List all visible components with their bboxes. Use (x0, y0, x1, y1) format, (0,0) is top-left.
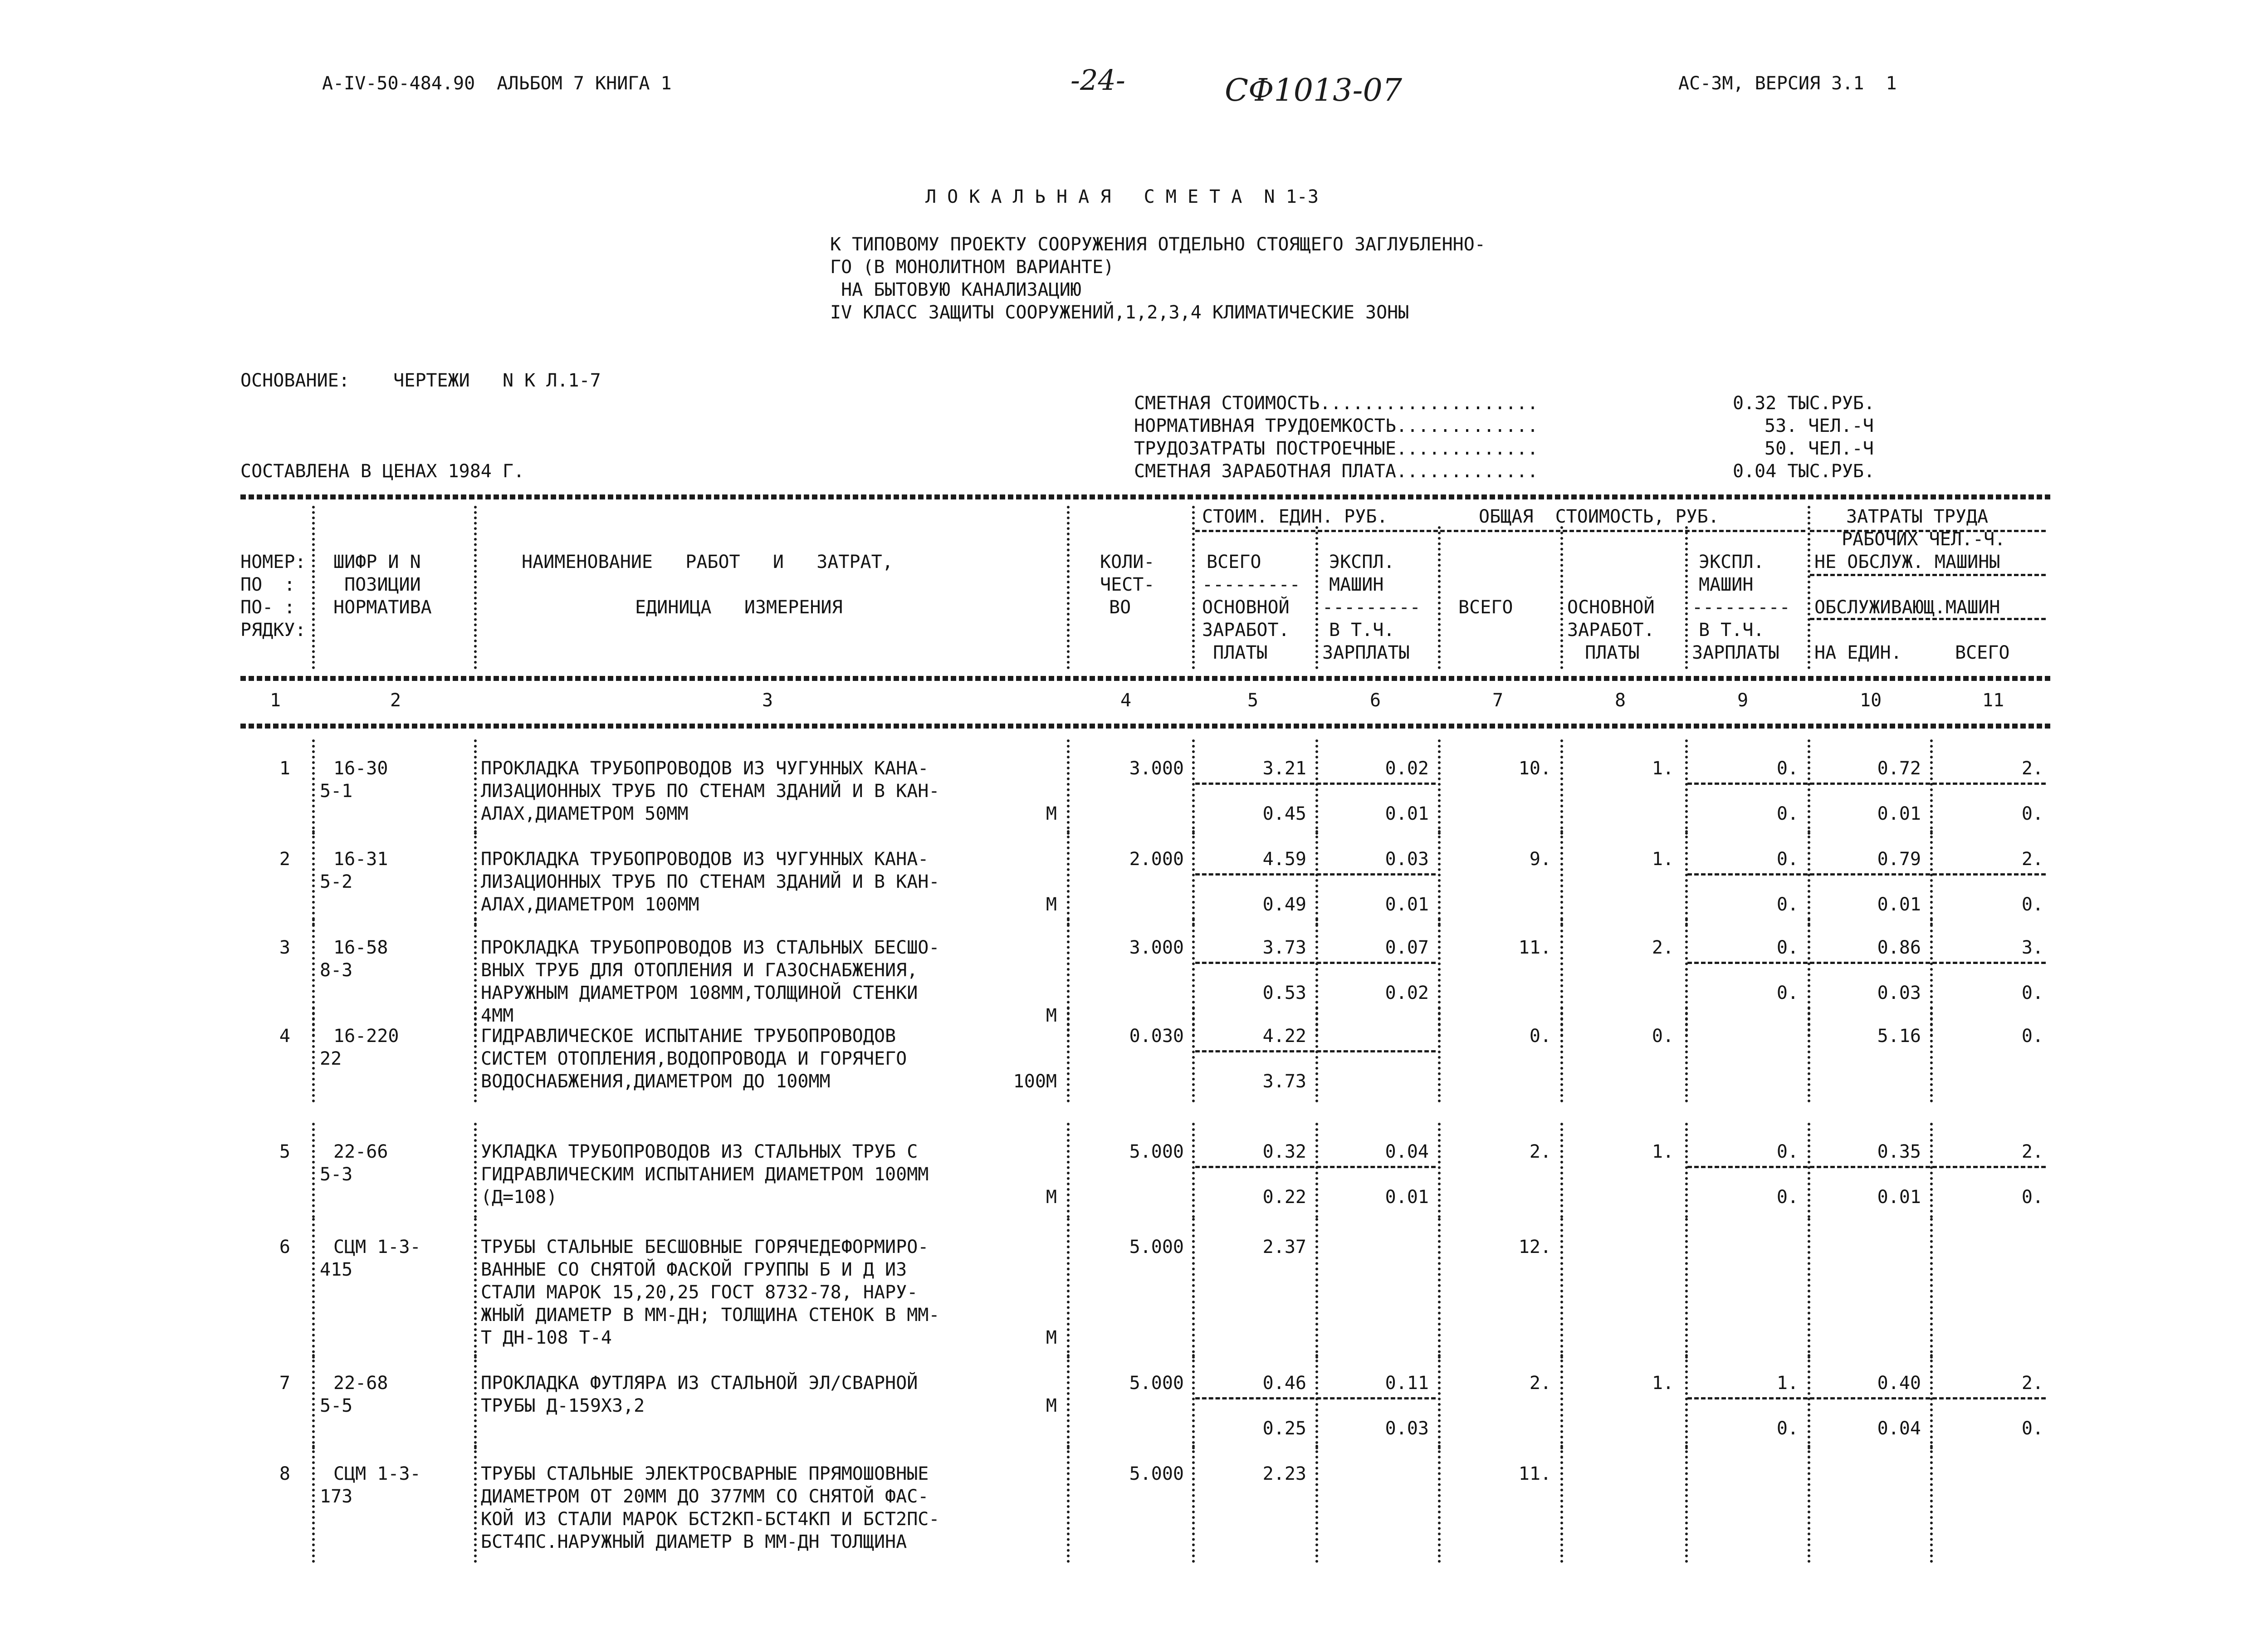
header-subrule (1195, 530, 1805, 532)
header-group: ЗАТРАТЫ ТРУДА (1846, 506, 1989, 527)
labor-machine-total: 0. (2021, 1418, 2043, 1439)
column-separator (1315, 1123, 1318, 1218)
column-separator (312, 506, 315, 669)
column-numbers-rule (240, 726, 2050, 729)
column-separator (1067, 1123, 1070, 1218)
unit-of-measure: М (1046, 1187, 1057, 1208)
column-number: 8 (1615, 690, 1626, 711)
column-separator (1067, 1007, 1070, 1102)
labor-machine-per-unit: 0.03 (1877, 983, 1921, 1003)
column-separator (1067, 1445, 1070, 1563)
labor-total: 2. (2021, 1373, 2043, 1394)
header-col3: ЕДИНИЦА ИЗМЕРЕНИЯ (635, 597, 843, 618)
column-separator (1315, 739, 1318, 835)
labor-total: 2. (2021, 1141, 2043, 1162)
summary-value: 0.04 ТЫС.РУБ. (1733, 461, 1875, 482)
labor-total: 2. (2021, 758, 2043, 779)
header-col6: --------- (1322, 597, 1421, 618)
software-version: АС-3М, ВЕРСИЯ 3.1 1 (1678, 73, 1897, 94)
work-name: ТРУБЫ СТАЛЬНЫЕ ЭЛЕКТРОСВАРНЫЕ ПРЯМОШОВНЫЕ (481, 1463, 929, 1484)
column-separator (1438, 1354, 1441, 1449)
column-separator (1067, 830, 1070, 925)
header-col5: ЗАРАБОТ. (1202, 620, 1290, 641)
doc-reference: А-IV-50-484.90 АЛЬБОМ 7 КНИГА 1 (322, 73, 672, 94)
labor-machine-total: 0. (2021, 803, 2043, 824)
total-cost: 11. (1518, 937, 1551, 958)
cell-subrule (1687, 873, 2046, 876)
work-name: ВОДОСНАБЖЕНИЯ,ДИАМЕТРОМ ДО 100ММ (481, 1071, 831, 1092)
work-name: (Д=108) (481, 1187, 557, 1208)
cell-subrule (1195, 1050, 1436, 1052)
header-col4: ВО (1109, 597, 1131, 618)
column-separator (1560, 739, 1563, 835)
column-separator (312, 1007, 315, 1102)
column-separator (1067, 739, 1070, 835)
column-separator (1438, 830, 1441, 925)
header-group: СТОИМ. ЕДИН. РУБ. (1202, 506, 1388, 527)
unit-cost-total: 4.59 (1262, 849, 1306, 870)
work-name: СТАЛИ МАРОК 15,20,25 ГОСТ 8732-78, НАРУ- (481, 1282, 918, 1303)
column-separator (312, 1218, 315, 1359)
header-col8: ПЛАТЫ (1574, 642, 1640, 663)
row-number: 6 (279, 1237, 290, 1257)
header-col1: ПО : (240, 574, 295, 595)
header-col7: ВСЕГО (1458, 597, 1513, 618)
column-number: 5 (1247, 690, 1259, 711)
labor-per-unit: 0.79 (1877, 849, 1921, 870)
total-cost: 10. (1518, 758, 1551, 779)
quantity-value: 3.000 (1129, 937, 1184, 958)
column-separator (1930, 739, 1933, 835)
column-number: 2 (390, 690, 401, 711)
column-separator (1685, 739, 1688, 835)
column-separator (1315, 1218, 1318, 1359)
unit-of-measure: 100М (1013, 1071, 1057, 1092)
header-group: ОБЩАЯ СТОИМОСТЬ, РУБ. (1479, 506, 1719, 527)
total-machines: 0. (1776, 849, 1799, 870)
column-number: 7 (1492, 690, 1504, 711)
column-number: 4 (1120, 690, 1132, 711)
cipher-code: 16-220 (333, 1026, 399, 1047)
column-separator (1560, 1007, 1563, 1102)
labor-machine-total: 0. (2021, 983, 2043, 1003)
total-wages: 0. (1652, 1026, 1674, 1047)
header-bottom-rule (240, 678, 2050, 681)
unit-of-measure: М (1046, 1005, 1057, 1026)
column-number: 11 (1982, 690, 2004, 711)
row-number: 2 (279, 849, 290, 870)
header-group: РАБОЧИХ ЧЕЛ.-Ч. (1842, 529, 2006, 550)
column-separator (1685, 1445, 1688, 1563)
labor-total: 3. (2021, 937, 2043, 958)
header-col6: ЗАРПЛАТЫ (1322, 642, 1410, 663)
total-machines: 0. (1776, 937, 1799, 958)
header-col9: МАШИН (1699, 574, 1754, 595)
total-cost: 2. (1529, 1141, 1551, 1162)
unit-cost-machines: 0.11 (1385, 1373, 1429, 1394)
unit-machine-wages: 0.02 (1385, 983, 1429, 1003)
unit-machine-wages: 0.03 (1385, 1418, 1429, 1439)
header-col1: РЯДКУ: (240, 620, 306, 641)
unit-cost-wages: 3.73 (1262, 1071, 1306, 1092)
header-col5: ПЛАТЫ (1202, 642, 1268, 663)
cell-subrule (1687, 783, 2046, 785)
summary-label: СМЕТНАЯ ЗАРАБОТНАЯ ПЛАТА............. (1134, 461, 1539, 482)
column-separator (1438, 1218, 1441, 1359)
header-col4: ЧЕСТ- (1100, 574, 1155, 595)
unit-cost-total: 4.22 (1262, 1026, 1306, 1047)
cipher-code: 16-30 (333, 758, 388, 779)
total-wages: 1. (1652, 1141, 1674, 1162)
column-separator (1808, 1445, 1810, 1563)
column-separator (312, 1445, 315, 1563)
column-separator (1438, 1007, 1441, 1102)
column-separator (1930, 1007, 1933, 1102)
header-col8: ЗАРАБОТ. (1567, 620, 1655, 641)
column-separator (1685, 1218, 1688, 1359)
column-number: 3 (762, 690, 773, 711)
handwritten-code: СФ1013-07 (1225, 73, 1403, 108)
column-separator (1930, 1218, 1933, 1359)
unit-cost-machines: 0.07 (1385, 937, 1429, 958)
subtitle-line: IV КЛАСС ЗАЩИТЫ СООРУЖЕНИЙ,1,2,3,4 КЛИМАТИЧЕСКИЕ ЗОНЫ (830, 302, 1409, 323)
cipher-code: 8-3 (320, 960, 353, 981)
header-col9: --------- (1692, 597, 1790, 618)
column-separator (1808, 1354, 1810, 1449)
labor-total: 2. (2021, 849, 2043, 870)
header-col3: НАИМЕНОВАНИЕ РАБОТ И ЗАТРАТ, (522, 552, 893, 572)
cipher-code: СЦМ 1-3- (333, 1237, 421, 1257)
column-number: 10 (1860, 690, 1882, 711)
column-separator (1315, 1354, 1318, 1449)
column-separator (474, 506, 477, 669)
machine-wages: 0. (1776, 803, 1799, 824)
header-subrule (1810, 574, 2046, 576)
total-wages: 1. (1652, 849, 1674, 870)
column-separator (1930, 830, 1933, 925)
labor-per-unit: 0.35 (1877, 1141, 1921, 1162)
header-col10: НА ЕДИН. (1814, 642, 1902, 663)
labor-per-unit: 5.16 (1877, 1026, 1921, 1047)
column-separator (1067, 1218, 1070, 1359)
work-name: КОЙ ИЗ СТАЛИ МАРОК БСТ2КП-БСТ4КП И БСТ2ПС- (481, 1509, 940, 1530)
quantity-value: 0.030 (1129, 1026, 1184, 1047)
unit-cost-machines: 0.02 (1385, 758, 1429, 779)
header-col9: В Т.Ч. (1699, 620, 1765, 641)
column-separator (1685, 830, 1688, 925)
work-name: ЖНЫЙ ДИАМЕТР В ММ-ДН; ТОЛЩИНА СТЕНОК В ММ- (481, 1305, 940, 1326)
column-separator (1192, 506, 1195, 669)
cipher-code: 5-1 (320, 781, 353, 802)
work-name: УКЛАДКА ТРУБОПРОВОДОВ ИЗ СТАЛЬНЫХ ТРУБ С (481, 1141, 918, 1162)
labor-per-unit: 0.72 (1877, 758, 1921, 779)
header-col5: --------- (1202, 574, 1300, 595)
column-separator (1808, 1218, 1810, 1359)
summary-value: 0.32 ТЫС.РУБ. (1733, 393, 1875, 414)
labor-per-unit: 0.86 (1877, 937, 1921, 958)
column-separator (1560, 1445, 1563, 1563)
quantity-value: 5.000 (1129, 1373, 1184, 1394)
header-col5: ОСНОВНОЙ (1202, 597, 1290, 618)
column-separator (1315, 1007, 1318, 1102)
header-col9: ЭКСПЛ. (1699, 552, 1765, 572)
cipher-code: 16-58 (333, 937, 388, 958)
work-name: СИСТЕМ ОТОПЛЕНИЯ,ВОДОПРОВОДА И ГОРЯЧЕГО (481, 1048, 907, 1069)
column-separator (312, 1354, 315, 1449)
work-name: ПРОКЛАДКА ТРУБОПРОВОДОВ ИЗ ЧУГУННЫХ КАНА- (481, 758, 929, 779)
column-separator (474, 1123, 477, 1218)
work-name: НАРУЖНЫМ ДИАМЕТРОМ 108ММ,ТОЛЩИНОЙ СТЕНКИ (481, 983, 918, 1003)
column-separator (1560, 526, 1563, 669)
column-separator (1192, 830, 1195, 925)
row-number: 5 (279, 1141, 290, 1162)
column-separator (1560, 1354, 1563, 1449)
total-machines: 0. (1776, 758, 1799, 779)
column-separator (1808, 1123, 1810, 1218)
unit-cost-wages: 0.22 (1262, 1187, 1306, 1208)
total-machines: 1. (1776, 1373, 1799, 1394)
column-separator (1067, 1354, 1070, 1449)
row-number: 8 (279, 1463, 290, 1484)
work-name: ПРОКЛАДКА ТРУБОПРОВОДОВ ИЗ ЧУГУННЫХ КАНА- (481, 849, 929, 870)
header-col2: НОРМАТИВА (333, 597, 432, 618)
cipher-code: 16-31 (333, 849, 388, 870)
summary-label: НОРМАТИВНАЯ ТРУДОЕМКОСТЬ............. (1134, 416, 1539, 436)
column-separator (1438, 1123, 1441, 1218)
column-separator (1438, 739, 1441, 835)
work-name: ВАННЫЕ СО СНЯТОЙ ФАСКОЙ ГРУППЫ Б И Д ИЗ (481, 1259, 907, 1280)
quantity-value: 2.000 (1129, 849, 1184, 870)
quantity-value: 3.000 (1129, 758, 1184, 779)
subtitle-line: К ТИПОВОМУ ПРОЕКТУ СООРУЖЕНИЯ ОТДЕЛЬНО СТОЯЩЕГО ЗАГЛУБЛЕННО- (830, 234, 1486, 255)
cell-subrule (1195, 783, 1436, 785)
header-col10: НЕ ОБСЛУЖ. МАШИНЫ (1814, 552, 2000, 572)
labor-total: 0. (2021, 1026, 2043, 1047)
work-name: ГИДРАВЛИЧЕСКОЕ ИСПЫТАНИЕ ТРУБОПРОВОДОВ (481, 1026, 896, 1047)
cipher-code: 5-3 (320, 1164, 353, 1185)
header-col11: ВСЕГО (1955, 642, 2010, 663)
cipher-code: 173 (320, 1486, 353, 1507)
labor-machine-total: 0. (2021, 1187, 2043, 1208)
total-wages: 2. (1652, 937, 1674, 958)
header-col6: В Т.Ч. (1329, 620, 1395, 641)
header-col2: ПОЗИЦИИ (333, 574, 421, 595)
column-separator (1685, 1354, 1688, 1449)
column-separator (1192, 1445, 1195, 1563)
column-separator (1685, 1123, 1688, 1218)
summary-label: СМЕТНАЯ СТОИМОСТЬ.................... (1134, 393, 1539, 414)
unit-cost-total: 2.23 (1262, 1463, 1306, 1484)
column-separator (312, 739, 315, 835)
cipher-code: СЦМ 1-3- (333, 1463, 421, 1484)
cell-subrule (1195, 962, 1436, 964)
total-cost: 12. (1518, 1237, 1551, 1257)
basis-line: ОСНОВАНИЕ: ЧЕРТЕЖИ N К Л.1-7 (240, 370, 601, 391)
cell-subrule (1195, 873, 1436, 876)
work-name: 4ММ (481, 1005, 514, 1026)
prices-line: СОСТАВЛЕНА В ЦЕНАХ 1984 Г. (240, 461, 525, 482)
column-separator (1192, 739, 1195, 835)
work-name: АЛАХ,ДИАМЕТРОМ 100ММ (481, 894, 699, 915)
column-separator (1438, 526, 1441, 669)
subtitle-line: ГО (В МОНОЛИТНОМ ВАРИАНТЕ) (830, 257, 1114, 278)
cipher-code: 5-2 (320, 871, 353, 892)
summary-label: ТРУДОЗАТРАТЫ ПОСТРОЕЧНЫЕ............. (1134, 438, 1539, 459)
machine-wages: 0. (1776, 1418, 1799, 1439)
column-separator (1067, 506, 1070, 669)
quantity-value: 5.000 (1129, 1141, 1184, 1162)
column-separator (1315, 1445, 1318, 1563)
total-cost: 2. (1529, 1373, 1551, 1394)
header-col4: КОЛИ- (1100, 552, 1155, 572)
unit-cost-total: 3.73 (1262, 937, 1306, 958)
document-title: Л О К А Л Ь Н А Я С М Е Т А N 1-3 (925, 186, 1319, 207)
cell-subrule (1195, 1397, 1436, 1399)
cipher-code: 415 (320, 1259, 353, 1280)
header-col1: ПО- : (240, 597, 295, 618)
column-number: 9 (1737, 690, 1749, 711)
unit-cost-total: 0.32 (1262, 1141, 1306, 1162)
header-col6: ЭКСПЛ. (1329, 552, 1395, 572)
unit-cost-total: 2.37 (1262, 1237, 1306, 1257)
unit-cost-wages: 0.25 (1262, 1418, 1306, 1439)
table-top-rule (240, 497, 2050, 499)
column-separator (1930, 1445, 1933, 1563)
cell-subrule (1687, 1166, 2046, 1168)
unit-cost-machines: 0.04 (1385, 1141, 1429, 1162)
cipher-code: 22 (320, 1048, 342, 1069)
cipher-code: 5-5 (320, 1395, 353, 1416)
work-name: ВНЫХ ТРУБ ДЛЯ ОТОПЛЕНИЯ И ГАЗОСНАБЖЕНИЯ, (481, 960, 918, 981)
work-name: АЛАХ,ДИАМЕТРОМ 50ММ (481, 803, 689, 824)
quantity-value: 5.000 (1129, 1237, 1184, 1257)
column-separator (474, 1007, 477, 1102)
column-separator (312, 1123, 315, 1218)
cell-subrule (1195, 1166, 1436, 1168)
labor-machine-per-unit: 0.01 (1877, 803, 1921, 824)
unit-of-measure: М (1046, 1395, 1057, 1416)
unit-cost-wages: 0.49 (1262, 894, 1306, 915)
header-col10: ОБСЛУЖИВАЮЩ.МАШИН (1814, 597, 2000, 618)
column-separator (1808, 1007, 1810, 1102)
cipher-code: 22-66 (333, 1141, 388, 1162)
subtitle-line: НА БЫТОВУЮ КАНАЛИЗАЦИЮ (830, 279, 1081, 300)
summary-value: 50. ЧЕЛ.-Ч (1765, 438, 1874, 459)
machine-wages: 0. (1776, 1187, 1799, 1208)
header-col9: ЗАРПЛАТЫ (1692, 642, 1779, 663)
column-separator (1438, 1445, 1441, 1563)
work-name: ТРУБЫ Д-159Х3,2 (481, 1395, 645, 1416)
column-separator (1192, 1007, 1195, 1102)
column-separator (1560, 1218, 1563, 1359)
column-separator (1192, 1218, 1195, 1359)
header-col6: МАШИН (1329, 574, 1384, 595)
labor-machine-per-unit: 0.01 (1877, 1187, 1921, 1208)
total-cost: 0. (1529, 1026, 1551, 1047)
unit-machine-wages: 0.01 (1385, 803, 1429, 824)
column-separator (1685, 526, 1688, 669)
work-name: ЛИЗАЦИОННЫХ ТРУБ ПО СТЕНАМ ЗДАНИЙ И В КАН- (481, 781, 940, 802)
total-cost: 11. (1518, 1463, 1551, 1484)
work-name: ТРУБЫ СТАЛЬНЫЕ БЕСШОВНЫЕ ГОРЯЧЕДЕФОРМИРО- (481, 1237, 929, 1257)
column-separator (1315, 830, 1318, 925)
unit-cost-machines: 0.03 (1385, 849, 1429, 870)
cipher-code: 22-68 (333, 1373, 388, 1394)
row-number: 3 (279, 937, 290, 958)
work-name: ЛИЗАЦИОННЫХ ТРУБ ПО СТЕНАМ ЗДАНИЙ И В КАН- (481, 871, 940, 892)
header-col8: ОСНОВНОЙ (1567, 597, 1655, 618)
column-separator (1315, 526, 1318, 669)
unit-machine-wages: 0.01 (1385, 894, 1429, 915)
column-number: 1 (270, 690, 281, 711)
column-separator (474, 1354, 477, 1449)
column-separator (312, 830, 315, 925)
column-separator (1808, 830, 1810, 925)
column-separator (1192, 1354, 1195, 1449)
unit-cost-total: 0.46 (1262, 1373, 1306, 1394)
machine-wages: 0. (1776, 894, 1799, 915)
work-name: ДИАМЕТРОМ ОТ 20ММ ДО 377ММ СО СНЯТОЙ ФАС- (481, 1486, 929, 1507)
work-name: ГИДРАВЛИЧЕСКИМ ИСПЫТАНИЕМ ДИАМЕТРОМ 100ММ (481, 1164, 929, 1185)
unit-machine-wages: 0.01 (1385, 1187, 1429, 1208)
work-name: ПРОКЛАДКА ФУТЛЯРА ИЗ СТАЛЬНОЙ ЭЛ/СВАРНОЙ (481, 1373, 918, 1394)
column-separator (474, 1445, 477, 1563)
summary-value: 53. ЧЕЛ.-Ч (1765, 416, 1874, 436)
total-wages: 1. (1652, 1373, 1674, 1394)
column-separator (474, 1218, 477, 1359)
unit-of-measure: М (1046, 1327, 1057, 1348)
unit-cost-total: 3.21 (1262, 758, 1306, 779)
column-separator (1808, 739, 1810, 835)
column-separator (1930, 1354, 1933, 1449)
header-col1: НОМЕР: (240, 552, 306, 572)
row-number: 7 (279, 1373, 290, 1394)
cell-subrule (1687, 1397, 2046, 1399)
work-name: ПРОКЛАДКА ТРУБОПРОВОДОВ ИЗ СТАЛЬНЫХ БЕСШО- (481, 937, 940, 958)
unit-of-measure: М (1046, 803, 1057, 824)
labor-machine-per-unit: 0.04 (1877, 1418, 1921, 1439)
labor-per-unit: 0.40 (1877, 1373, 1921, 1394)
column-separator (474, 830, 477, 925)
column-separator (1560, 830, 1563, 925)
total-cost: 9. (1529, 849, 1551, 870)
labor-machine-total: 0. (2021, 894, 2043, 915)
page-number: -24- (1070, 64, 1125, 97)
labor-machine-per-unit: 0.01 (1877, 894, 1921, 915)
total-machines: 0. (1776, 1141, 1799, 1162)
column-separator (1192, 1123, 1195, 1218)
column-separator (1560, 1123, 1563, 1218)
unit-cost-wages: 0.53 (1262, 983, 1306, 1003)
header-col2: ШИФР И N (333, 552, 421, 572)
row-number: 1 (279, 758, 290, 779)
cell-subrule (1687, 962, 2046, 964)
column-separator (1930, 1123, 1933, 1218)
unit-of-measure: М (1046, 894, 1057, 915)
unit-cost-wages: 0.45 (1262, 803, 1306, 824)
work-name: Т ДН-108 Т-4 (481, 1327, 612, 1348)
quantity-value: 5.000 (1129, 1463, 1184, 1484)
work-name: БСТ4ПС.НАРУЖНЫЙ ДИАМЕТР В ММ-ДН ТОЛЩИНА (481, 1531, 907, 1552)
row-number: 4 (279, 1026, 290, 1047)
column-separator (474, 739, 477, 835)
header-col5: ВСЕГО (1207, 552, 1261, 572)
machine-wages: 0. (1776, 983, 1799, 1003)
total-wages: 1. (1652, 758, 1674, 779)
column-number: 6 (1370, 690, 1381, 711)
column-separator (1685, 1007, 1688, 1102)
